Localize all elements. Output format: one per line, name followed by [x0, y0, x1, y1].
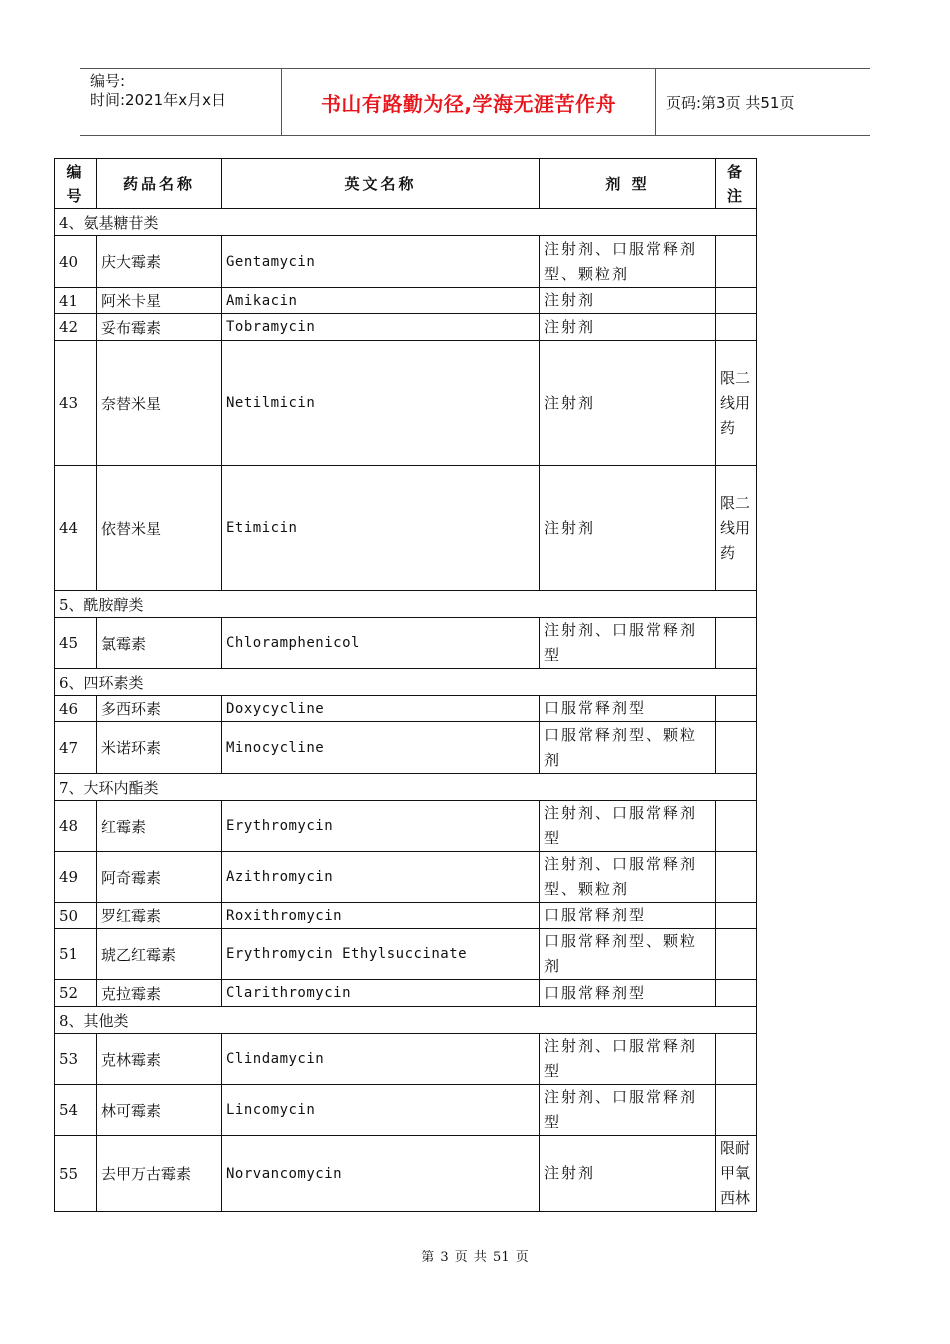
drug-english-name: Lincomycin: [222, 1085, 540, 1136]
drug-name: 阿米卡星: [97, 288, 222, 314]
drug-note: [716, 801, 757, 852]
drug-note: [716, 903, 757, 929]
drug-no: 47: [55, 722, 97, 774]
drug-english-name: Erythromycin Ethylsuccinate: [222, 929, 540, 980]
drug-note: [716, 852, 757, 903]
table-row: [55, 341, 757, 466]
drug-dosage-form: 注射剂: [540, 314, 716, 341]
drug-no: 40: [55, 236, 97, 288]
drug-name: 多西环素: [97, 696, 222, 722]
drug-dosage-form: 注射剂: [540, 1136, 716, 1212]
drug-name: 氯霉素: [97, 618, 222, 669]
drug-dosage-form: 注射剂、口服常释剂型、颗粒剂: [540, 236, 716, 288]
drug-dosage-form: 口服常释剂型: [540, 696, 716, 722]
table-row: [55, 980, 757, 1007]
drug-no: 54: [55, 1085, 97, 1136]
header-time: 时间:2021年x月x日: [90, 91, 226, 109]
drug-name: 红霉素: [97, 801, 222, 852]
group-title: 8、其他类: [55, 1007, 757, 1034]
group-title: 6、四环素类: [55, 669, 757, 696]
drug-note: [716, 1034, 757, 1085]
table-row: [55, 288, 757, 314]
group-row: [55, 1007, 757, 1034]
drug-name: 妥布霉素: [97, 314, 222, 341]
drug-name: 克林霉素: [97, 1034, 222, 1085]
group-title: 5、酰胺醇类: [55, 591, 757, 618]
drug-name: 阿奇霉素: [97, 852, 222, 903]
drug-english-name: Clindamycin: [222, 1034, 540, 1085]
drug-note: 限二线用药: [716, 466, 757, 591]
table-row: [55, 852, 757, 903]
group-title: 4、氨基糖苷类: [55, 209, 757, 236]
drug-english-name: Minocycline: [222, 722, 540, 774]
drug-name: 琥乙红霉素: [97, 929, 222, 980]
drug-dosage-form: 注射剂、口服常释剂型: [540, 1034, 716, 1085]
drug-english-name: Clarithromycin: [222, 980, 540, 1007]
drug-note: 限耐甲氧西林: [716, 1136, 757, 1212]
group-row: [55, 774, 757, 801]
header-dosage-form: 剂 型: [540, 159, 716, 209]
table-header-row: [55, 159, 757, 209]
table-row: [55, 903, 757, 929]
group-row: [55, 209, 757, 236]
table-row: [55, 466, 757, 591]
drug-no: 51: [55, 929, 97, 980]
header-page-number: 页码:第3页 共51页: [666, 93, 795, 112]
table-row: [55, 1085, 757, 1136]
drug-english-name: Erythromycin: [222, 801, 540, 852]
table-row: [55, 696, 757, 722]
drug-dosage-form: 口服常释剂型: [540, 980, 716, 1007]
drug-no: 52: [55, 980, 97, 1007]
header-note: 备注: [716, 159, 757, 209]
header-code-label: 编号:: [90, 72, 126, 90]
drug-note: [716, 696, 757, 722]
table-row: [55, 1034, 757, 1085]
group-row: [55, 591, 757, 618]
drug-no: 45: [55, 618, 97, 669]
drug-dosage-form: 口服常释剂型: [540, 903, 716, 929]
drug-note: [716, 288, 757, 314]
table-row: [55, 722, 757, 774]
table-row: [55, 929, 757, 980]
drug-note: [716, 722, 757, 774]
drug-english-name: Etimicin: [222, 466, 540, 591]
drug-dosage-form: 注射剂、口服常释剂型、颗粒剂: [540, 852, 716, 903]
drug-note: [716, 929, 757, 980]
drug-english-name: Roxithromycin: [222, 903, 540, 929]
drug-name: 依替米星: [97, 466, 222, 591]
drug-english-name: Gentamycin: [222, 236, 540, 288]
header-drug-name: 药品名称: [97, 159, 222, 209]
drug-no: 44: [55, 466, 97, 591]
drug-english-name: Amikacin: [222, 288, 540, 314]
group-title: 7、大环内酯类: [55, 774, 757, 801]
drug-note: 限二线用药: [716, 341, 757, 466]
page-header: [80, 68, 870, 136]
drug-dosage-form: 口服常释剂型、颗粒剂: [540, 722, 716, 774]
drug-note: [716, 314, 757, 341]
drug-dosage-form: 注射剂: [540, 288, 716, 314]
drug-name: 去甲万古霉素: [97, 1136, 222, 1212]
drug-no: 48: [55, 801, 97, 852]
table-row: [55, 236, 757, 288]
drug-name: 庆大霉素: [97, 236, 222, 288]
drug-table: [54, 158, 757, 1212]
header-motto: 书山有路勤为径,学海无涯苦作舟: [282, 69, 656, 135]
drug-name: 奈替米星: [97, 341, 222, 466]
group-row: [55, 669, 757, 696]
drug-no: 50: [55, 903, 97, 929]
drug-note: [716, 236, 757, 288]
drug-no: 49: [55, 852, 97, 903]
drug-english-name: Doxycycline: [222, 696, 540, 722]
drug-dosage-form: 注射剂、口服常释剂型: [540, 618, 716, 669]
drug-dosage-form: 注射剂、口服常释剂型: [540, 1085, 716, 1136]
header-meta: [80, 69, 282, 135]
drug-no: 41: [55, 288, 97, 314]
drug-no: 46: [55, 696, 97, 722]
table-row: [55, 314, 757, 341]
drug-name: 克拉霉素: [97, 980, 222, 1007]
header-english-name: 英文名称: [222, 159, 540, 209]
table-row: [55, 618, 757, 669]
drug-no: 53: [55, 1034, 97, 1085]
drug-dosage-form: 注射剂: [540, 341, 716, 466]
drug-note: [716, 618, 757, 669]
drug-dosage-form: 注射剂: [540, 466, 716, 591]
drug-dosage-form: 口服常释剂型、颗粒剂: [540, 929, 716, 980]
drug-no: 55: [55, 1136, 97, 1212]
drug-english-name: Chloramphenicol: [222, 618, 540, 669]
table-row: [55, 801, 757, 852]
drug-no: 43: [55, 341, 97, 466]
drug-name: 罗红霉素: [97, 903, 222, 929]
table-row: [55, 1136, 757, 1212]
header-no: 编号: [55, 159, 97, 209]
drug-english-name: Norvancomycin: [222, 1136, 540, 1212]
drug-note: [716, 1085, 757, 1136]
drug-english-name: Azithromycin: [222, 852, 540, 903]
drug-english-name: Tobramycin: [222, 314, 540, 341]
drug-name: 林可霉素: [97, 1085, 222, 1136]
drug-note: [716, 980, 757, 1007]
page-footer: 第 3 页 共 51 页: [421, 1250, 529, 1265]
drug-english-name: Netilmicin: [222, 341, 540, 466]
drug-no: 42: [55, 314, 97, 341]
drug-dosage-form: 注射剂、口服常释剂型: [540, 801, 716, 852]
drug-name: 米诺环素: [97, 722, 222, 774]
